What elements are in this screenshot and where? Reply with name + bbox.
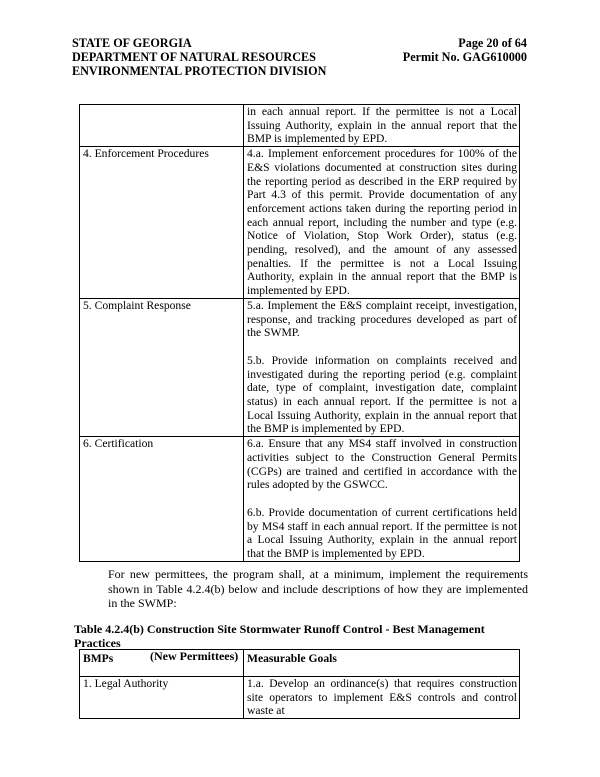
bmp-cell: 5. Complaint Response <box>80 298 244 436</box>
goal-cell <box>244 147 520 299</box>
intro-paragraph: For new permittees, the program shall, at a minimum, implement the requirements shown in Table 4.2.4(b) below and include descriptions of how they are implemented in the SWMP: <box>108 567 528 610</box>
bmp-table-existing <box>79 104 520 562</box>
header-state: STATE OF GEORGIA <box>72 36 192 50</box>
caption-line-2: (New Permittees) <box>150 649 239 663</box>
column-header-goals: Measurable Goals <box>244 650 520 677</box>
table-row <box>80 105 520 147</box>
goal-cell <box>244 437 520 562</box>
bmp-cell <box>80 105 244 147</box>
bmp-table-new <box>79 649 520 719</box>
table-row <box>80 147 520 299</box>
goal-text: 4.a. Implement enforcement procedures for 100% of the E&S violations documented at construction sites during the reporting period as described in the ERP required by Part 4.3 of this permit. Provide documentation of any enforcement actions taken during the reporting period in each annual report, including the number and type (e.g. Notice of Violation, Stop Work Order), status (e.g. pending, resolved), and the amount of any assessed penalties. If the permittee is not a Local Issuing Authority, explain in the annual report that the BMP is implemented by EPD. <box>247 147 517 298</box>
bmp-cell: 4. Enforcement Procedures <box>80 147 244 299</box>
header-department: DEPARTMENT OF NATURAL RESOURCES <box>72 49 316 64</box>
column-header-bmps: BMPs <box>80 650 244 677</box>
goal-text: 6.a. Ensure that any MS4 staff involved in construction activities subject to the Construction General Permits (CGPs) are trained and certified in accordance with the rules adopted by the GSWCC. <box>247 437 517 492</box>
goal-text: 5.a. Implement the E&S complaint receipt, investigation, response, and tracking procedures developed as part of the SWMP. <box>247 298 517 340</box>
header-division: ENVIRONMENTAL PROTECTION DIVISION <box>72 63 327 78</box>
goal-text: 6.b. Provide documentation of current certifications held by MS4 staff in each annual report. If the permittee is not a Local Issuing Authority, explain in the annual report that the BMP is implemented by EPD. <box>247 505 517 561</box>
caption-line-1: Table 4.2.4(b) Construction Site Stormwater Runoff Control - Best Management Practices <box>74 622 485 650</box>
page-header <box>72 37 527 78</box>
table-row <box>80 298 520 436</box>
goal-cell <box>244 105 520 147</box>
goal-cell: 1.a. Develop an ordinance(s) that requires construction site operators to implement E&S controls and control waste at <box>244 677 520 719</box>
goal-text: in each annual report. If the permittee is not a Local Issuing Authority, explain in the annual report that the BMP is implemented by EPD. <box>247 105 517 146</box>
permit-number: Permit No. GAG610000 <box>402 49 527 64</box>
page-number: Page 20 of 64 <box>458 36 527 50</box>
table-row <box>80 437 520 562</box>
table-header-row <box>80 650 520 677</box>
table-row <box>80 677 520 719</box>
goal-text: 5.b. Provide information on complaints received and investigated during the reporting period (e.g. complaint date, type of complaint, investigation date, complaint status) in each annual report. If the permittee is not a Local Issuing Authority, explain in the annual report that the BMP is implemented by EPD. <box>247 353 517 436</box>
bmp-cell: 6. Certification <box>80 437 244 562</box>
bmp-cell: 1. Legal Authority <box>80 677 244 719</box>
goal-cell <box>244 298 520 436</box>
